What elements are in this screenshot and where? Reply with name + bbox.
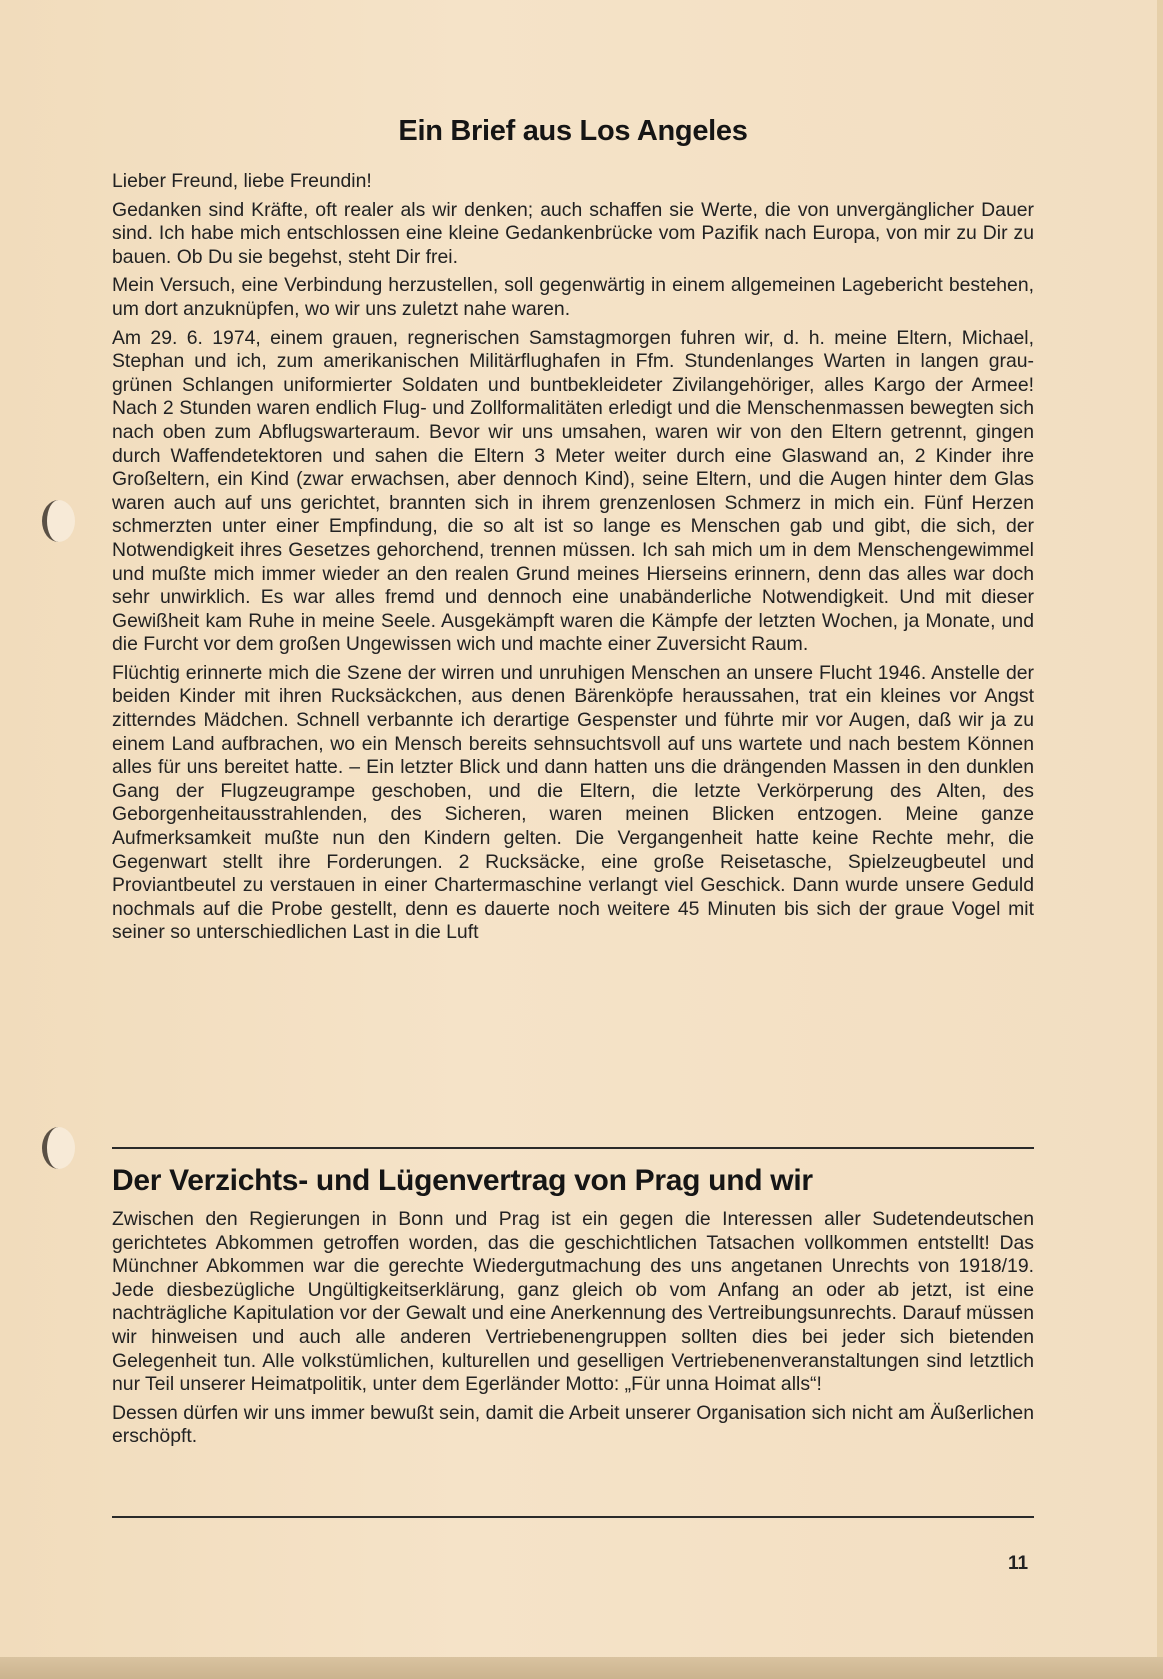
paragraph: Zwischen den Regierungen in Bonn und Prag ist ein gegen die Interessen aller Sudetendeutschen gerichtetes Abkommen getroffen worden, das die geschichtlichen Tatsachen vollkommen entstellt! Das Münchner Abkommen war die gerechte Wiedergutmachung des uns angetanen Unrechts von 1918/19. Jede diesbezügliche Ungültigkeitserklärung, ganz gleich ob vom Anfang an oder ab jetzt, ist eine nachträgliche Kapitulation vor der Gewalt und eine Anerkennung des Vertreibungsunrechts. Darauf müssen wir hinweisen und auch alle anderen Vertriebenengruppen sollten dies bei jeder sich bietenden Gelegenheit tun. Alle volkstümlichen, kulturellen und geselligen Vertriebenenveranstaltungen sind letztlich nur Teil unserer Heimatpolitik, unter dem Egerländer Motto: „Für unna Hoimat alls“! bbox=[112, 1208, 1034, 1396]
page-bottom-edge bbox=[0, 1657, 1163, 1679]
paragraph: Gedanken sind Kräfte, oft realer als wir denken; auch schaffen sie Werte, die von unvergänglicher Dauer sind. Ich habe mich entschlossen eine kleine Gedankenbrücke vom Pazifik nach Europa, von mir zu Dir zu bauen. Ob Du sie begehst, steht Dir frei. bbox=[112, 198, 1034, 268]
article-prague-treaty bbox=[112, 1164, 1034, 1454]
paragraph: Dessen dürfen wir uns immer bewußt sein, damit die Arbeit unserer Organisation sich nicht am Äußerlichen erschöpft. bbox=[112, 1401, 1034, 1448]
page-edge bbox=[1157, 0, 1163, 1679]
salutation: Lieber Freund, liebe Freundin! bbox=[112, 170, 372, 192]
article-title: Ein Brief aus Los Angeles bbox=[398, 115, 748, 147]
punch-hole bbox=[42, 500, 75, 542]
paragraph: Am 29. 6. 1974, einem grauen, regnerischen Samstagmorgen fuhren wir, d. h. meine Eltern, Michael, Stephan und ich, zum amerikanischen Militärflughafen in Ffm. Stundenlanges Warten in langen grau-grünen Schlangen uniformierter Soldaten und buntbekleideter Zivilangehöriger, alles Kargo der Armee! Nach 2 Stunden waren endlich Flug- und Zollformalitäten erledigt und die Menschenmassen bewegten sich nach oben zum Abflugswarteraum. Bevor wir uns umsahen, waren wir von den Eltern getrennt, gingen durch Waffendetektoren und sahen die Eltern 3 Meter weiter durch eine Glaswand an, 2 Kinder ihre Großeltern, ein Kind (zwar erwachsen, aber dennoch Kind), seine Eltern, und die Augen hinter dem Glas waren auch auf uns gerichtet, brannten sich in ihrem grenzenlosen Schmerz in mich ein. Fünf Herzen schmerzten unter einer Empfindung, die so alt ist so lange es Menschen gab und gibt, die sich, der Notwendigkeit ihres Gesetzes gehorchend, trennen müssen. Ich sah mich um in dem Menschengewimmel und mußte mich immer wieder an den realen Grund meines Hierseins erinnern, denn das alles war doch sehr unwirklich. Es war alles fremd und dennoch eine unabänderliche Notwendigkeit. Und mit dieser Gewißheit kam Ruhe in meine Seele. Ausgekämpft waren die Kämpfe der letzten Wochen, ja Monate, und die Furcht vor dem großen Ungewissen wich und machte einer Zuversicht Raum. bbox=[112, 326, 1034, 656]
paragraph: Mein Versuch, eine Verbindung herzustellen, soll gegenwärtig in einem allgemeinen Lagebericht bestehen, um dort anzuknüpfen, wo wir uns zuletzt nahe waren. bbox=[112, 274, 1034, 320]
punch-hole bbox=[42, 1127, 75, 1169]
section-divider bbox=[112, 1516, 1034, 1518]
page-number: 11 bbox=[1008, 1553, 1029, 1574]
article-letter-los-angeles bbox=[112, 115, 1034, 950]
paragraph: Flüchtig erinnerte mich die Szene der wirren und unruhigen Menschen an unsere Flucht 1946. Anstelle der beiden Kinder mit ihren Rucksäckchen, aus denen Bärenköpfe heraussahen, trat ein kleines vor Angst zitterndes Mädchen. Schnell verbannte ich derartige Gespenster und führte mir vor Augen, daß wir ja zu einem Land aufbrachen, wo ein Mensch bereits sehnsuchtsvoll auf uns wartete und nach bestem Können alles für uns bereitet hatte. – Ein letzter Blick und dann hatten uns die drängenden Massen in den dunklen Gang der Flugzeugrampe geschoben, und die Eltern, die letzte Verkörperung des Alten, des Geborgenheitausstrahlenden, des Sicheren, waren meinen Blicken entzogen. Meine ganze Aufmerksamkeit mußte nun den Kindern gelten. Die Vergangenheit hatte keine Rechte mehr, die Gegenwart stellt ihre Forderungen. 2 Rucksäcke, eine große Reisetasche, Spielzeugbeutel und Proviantbeutel zu verstauen in einer Chartermaschine verlangt viel Geschick. Dann wurde unsere Geduld nochmals auf die Probe gestellt, denn es dauerte noch weitere 45 Minuten bis sich der graue Vogel mit seiner so unterschiedlichen Last in die Luft bbox=[112, 661, 1034, 944]
section-divider bbox=[112, 1147, 1034, 1149]
article-title: Der Verzichts- und Lügenvertrag von Prag und wir bbox=[112, 1164, 813, 1197]
